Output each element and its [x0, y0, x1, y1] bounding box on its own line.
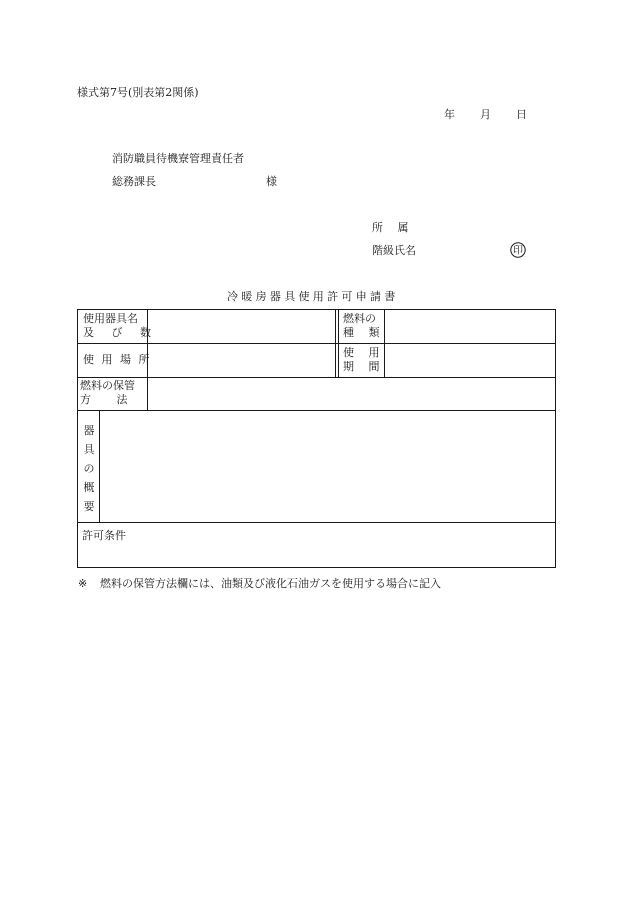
outline-char: 要: [83, 500, 95, 513]
permit-conditions-label: 許可条件: [82, 529, 126, 542]
outline-char: 具: [83, 443, 95, 456]
footnote-text: 燃料の保管方法欄には、油類及び液化石油ガスを使用する場合に記入: [100, 577, 441, 590]
applicant-dept-label: 所 属: [372, 221, 409, 234]
fuel-type-label-line2: 種 類: [343, 326, 380, 339]
footnote-mark: ※: [78, 577, 88, 590]
applicant-rank-name-label: 階級氏名: [372, 244, 416, 257]
document-title: 冷暖房器具使用許可申請書: [227, 290, 399, 303]
equipment-name-label-line2: 及 び 数: [83, 326, 158, 339]
form-number: 様式第7号(別表第2関係): [77, 86, 199, 99]
addressee-line1: 消防職員待機寮管理責任者: [112, 152, 244, 165]
equipment-outline-label: [83, 421, 95, 516]
fuel-storage-label-line2: 方 法: [80, 393, 128, 406]
addressee-line2: 総務課長: [112, 175, 156, 188]
seal-char: 印: [513, 245, 523, 257]
fuel-type-label-line1: 燃料の: [343, 312, 376, 325]
date-year-label: 年: [444, 108, 455, 121]
use-period-label-line1: 使 用: [343, 346, 380, 359]
use-location-label: 使 用 場 所: [83, 353, 152, 366]
outline-char: 器: [83, 424, 95, 437]
addressee-honorific: 様: [266, 175, 277, 188]
equipment-name-label-line1: 使用器具名: [83, 312, 138, 325]
outline-char: 概: [83, 481, 95, 494]
date-month-label: 月: [480, 108, 491, 121]
use-period-label-line2: 期 間: [343, 360, 380, 373]
outline-char: の: [83, 462, 95, 475]
fuel-storage-label-line1: 燃料の保管: [80, 379, 135, 392]
date-day-label: 日: [516, 108, 527, 121]
